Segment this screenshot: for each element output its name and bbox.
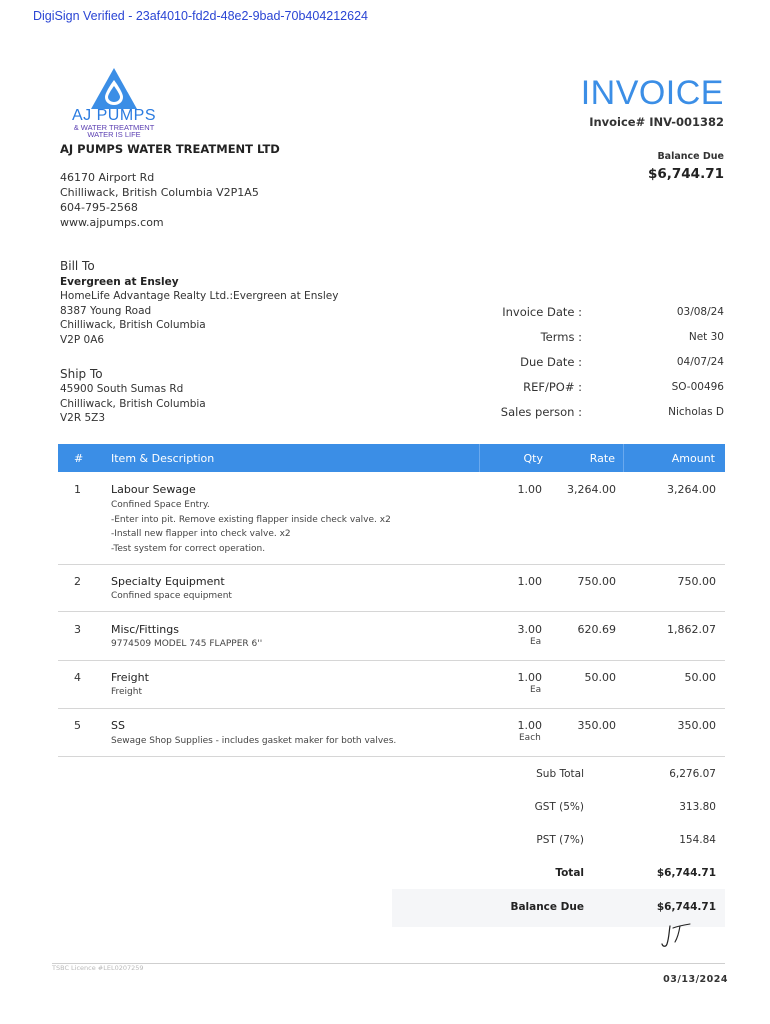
row-divider	[58, 708, 725, 709]
sales-person-value: Nicholas D	[668, 406, 724, 418]
item-description: 9774509 MODEL 745 FLAPPER 6''	[111, 639, 263, 649]
row-divider	[58, 756, 725, 757]
ref-po-value: SO-00496	[671, 381, 724, 393]
item-rate: 620.69	[577, 623, 616, 636]
terms-label: Terms :	[540, 330, 582, 344]
item-description: Confined Space Entry.	[111, 500, 210, 510]
column-header-number: #	[74, 452, 84, 465]
item-description: Freight	[111, 687, 143, 697]
item-description: -Enter into pit. Remove existing flapper inside check valve. x2	[111, 514, 391, 525]
sales-person-label: Sales person :	[500, 405, 582, 419]
total-value: $6,744.71	[656, 867, 716, 879]
ref-po-label: REF/PO# :	[523, 380, 582, 394]
footer-date: 03/13/2024	[663, 974, 728, 985]
item-unit: Each	[519, 733, 541, 743]
bill-to-label: Bill To	[60, 259, 95, 273]
subtotal-label: Sub Total	[536, 768, 584, 780]
column-header-item: Item & Description	[111, 452, 215, 465]
row-number: 5	[74, 719, 81, 732]
bill-to-line: Chilliwack, British Columbia	[60, 319, 206, 331]
item-title: Specialty Equipment	[111, 575, 225, 588]
pst-value: 154.84	[679, 834, 716, 846]
bill-to-line: HomeLife Advantage Realty Ltd.:Evergreen at Ensley	[60, 290, 339, 302]
item-title: SS	[111, 719, 125, 732]
company-phone: 604-795-2568	[60, 201, 138, 214]
invoice-title: INVOICE	[580, 74, 724, 112]
item-amount: 750.00	[677, 575, 716, 588]
balance-due-amount: $6,744.71	[647, 166, 724, 182]
bill-to-line: 8387 Young Road	[60, 305, 152, 317]
signature-image	[660, 920, 692, 950]
company-address-line2: Chilliwack, British Columbia V2P1A5	[60, 186, 259, 199]
header-divider	[479, 444, 480, 472]
item-amount: 1,862.07	[667, 623, 716, 636]
column-header-amount: Amount	[671, 452, 715, 465]
invoice-date-value: 03/08/24	[676, 306, 724, 318]
due-date-value: 04/07/24	[676, 356, 724, 368]
row-divider	[58, 564, 725, 565]
due-date-label: Due Date :	[520, 355, 582, 369]
logo-tagline: & WATER TREATMENT	[73, 123, 155, 132]
item-amount: 350.00	[677, 719, 716, 732]
gst-value: 313.80	[679, 801, 716, 813]
item-qty: 1.00	[517, 671, 542, 684]
summary-balance-due-label: Balance Due	[510, 901, 584, 913]
item-rate: 3,264.00	[567, 483, 616, 496]
row-divider	[58, 611, 725, 612]
row-number: 1	[74, 483, 81, 496]
footer-divider	[52, 963, 725, 964]
license-number: TSBC Licence #LEL0207259	[52, 964, 144, 972]
balance-due-label: Balance Due	[657, 151, 724, 162]
item-amount: 3,264.00	[667, 483, 716, 496]
company-logo	[58, 66, 170, 138]
header-divider	[623, 444, 624, 472]
item-rate: 350.00	[577, 719, 616, 732]
column-header-rate: Rate	[589, 452, 615, 465]
items-table-header	[58, 444, 725, 472]
item-title: Freight	[111, 671, 149, 684]
item-qty: 1.00	[517, 483, 542, 496]
invoice-date-label: Invoice Date :	[502, 305, 582, 319]
company-website: www.ajpumps.com	[60, 216, 164, 229]
item-amount: 50.00	[684, 671, 716, 684]
ship-to-line: Chilliwack, British Columbia	[60, 398, 206, 410]
gst-label: GST (5%)	[534, 801, 584, 813]
row-number: 4	[74, 671, 81, 684]
logo-brand-text: AJ PUMPS	[71, 107, 156, 124]
row-number: 3	[74, 623, 81, 636]
row-number: 2	[74, 575, 81, 588]
item-rate: 750.00	[577, 575, 616, 588]
bill-to-name: Evergreen at Ensley	[60, 276, 179, 288]
item-unit: Ea	[530, 685, 542, 695]
logo-triangle-icon	[58, 66, 170, 110]
item-description: -Install new flapper into check valve. x2	[111, 529, 291, 539]
company-address-line1: 46170 Airport Rd	[60, 171, 155, 184]
summary-balance-due-value: $6,744.71	[656, 901, 716, 913]
ship-to-line: 45900 South Sumas Rd	[60, 383, 184, 395]
item-qty: 1.00	[517, 719, 542, 732]
company-name: AJ PUMPS WATER TREATMENT LTD	[60, 142, 280, 156]
item-description: Confined space equipment	[111, 591, 232, 601]
item-description: Sewage Shop Supplies - includes gasket maker for both valves.	[111, 736, 397, 746]
item-title: Misc/Fittings	[111, 623, 179, 636]
total-label: Total	[555, 867, 584, 879]
item-qty: 3.00	[517, 623, 542, 636]
invoice-number: Invoice# INV-001382	[589, 115, 724, 129]
ship-to-label: Ship To	[60, 367, 103, 381]
item-description: -Test system for correct operation.	[111, 543, 266, 554]
item-title: Labour Sewage	[111, 483, 196, 496]
ship-to-line: V2R 5Z3	[60, 412, 106, 424]
item-qty: 1.00	[517, 575, 542, 588]
subtotal-value: 6,276.07	[669, 768, 716, 780]
pst-label: PST (7%)	[536, 834, 584, 846]
column-header-qty: Qty	[523, 452, 543, 465]
item-rate: 50.00	[584, 671, 616, 684]
terms-value: Net 30	[688, 331, 724, 343]
row-divider	[58, 660, 725, 661]
logo-motto: WATER IS LIFE	[87, 130, 141, 139]
digisign-verification: DigiSign Verified - 23af4010-fd2d-48e2-9bad-70b404212624	[33, 9, 368, 23]
item-unit: Ea	[530, 637, 542, 647]
bill-to-line: V2P 0A6	[60, 334, 105, 346]
